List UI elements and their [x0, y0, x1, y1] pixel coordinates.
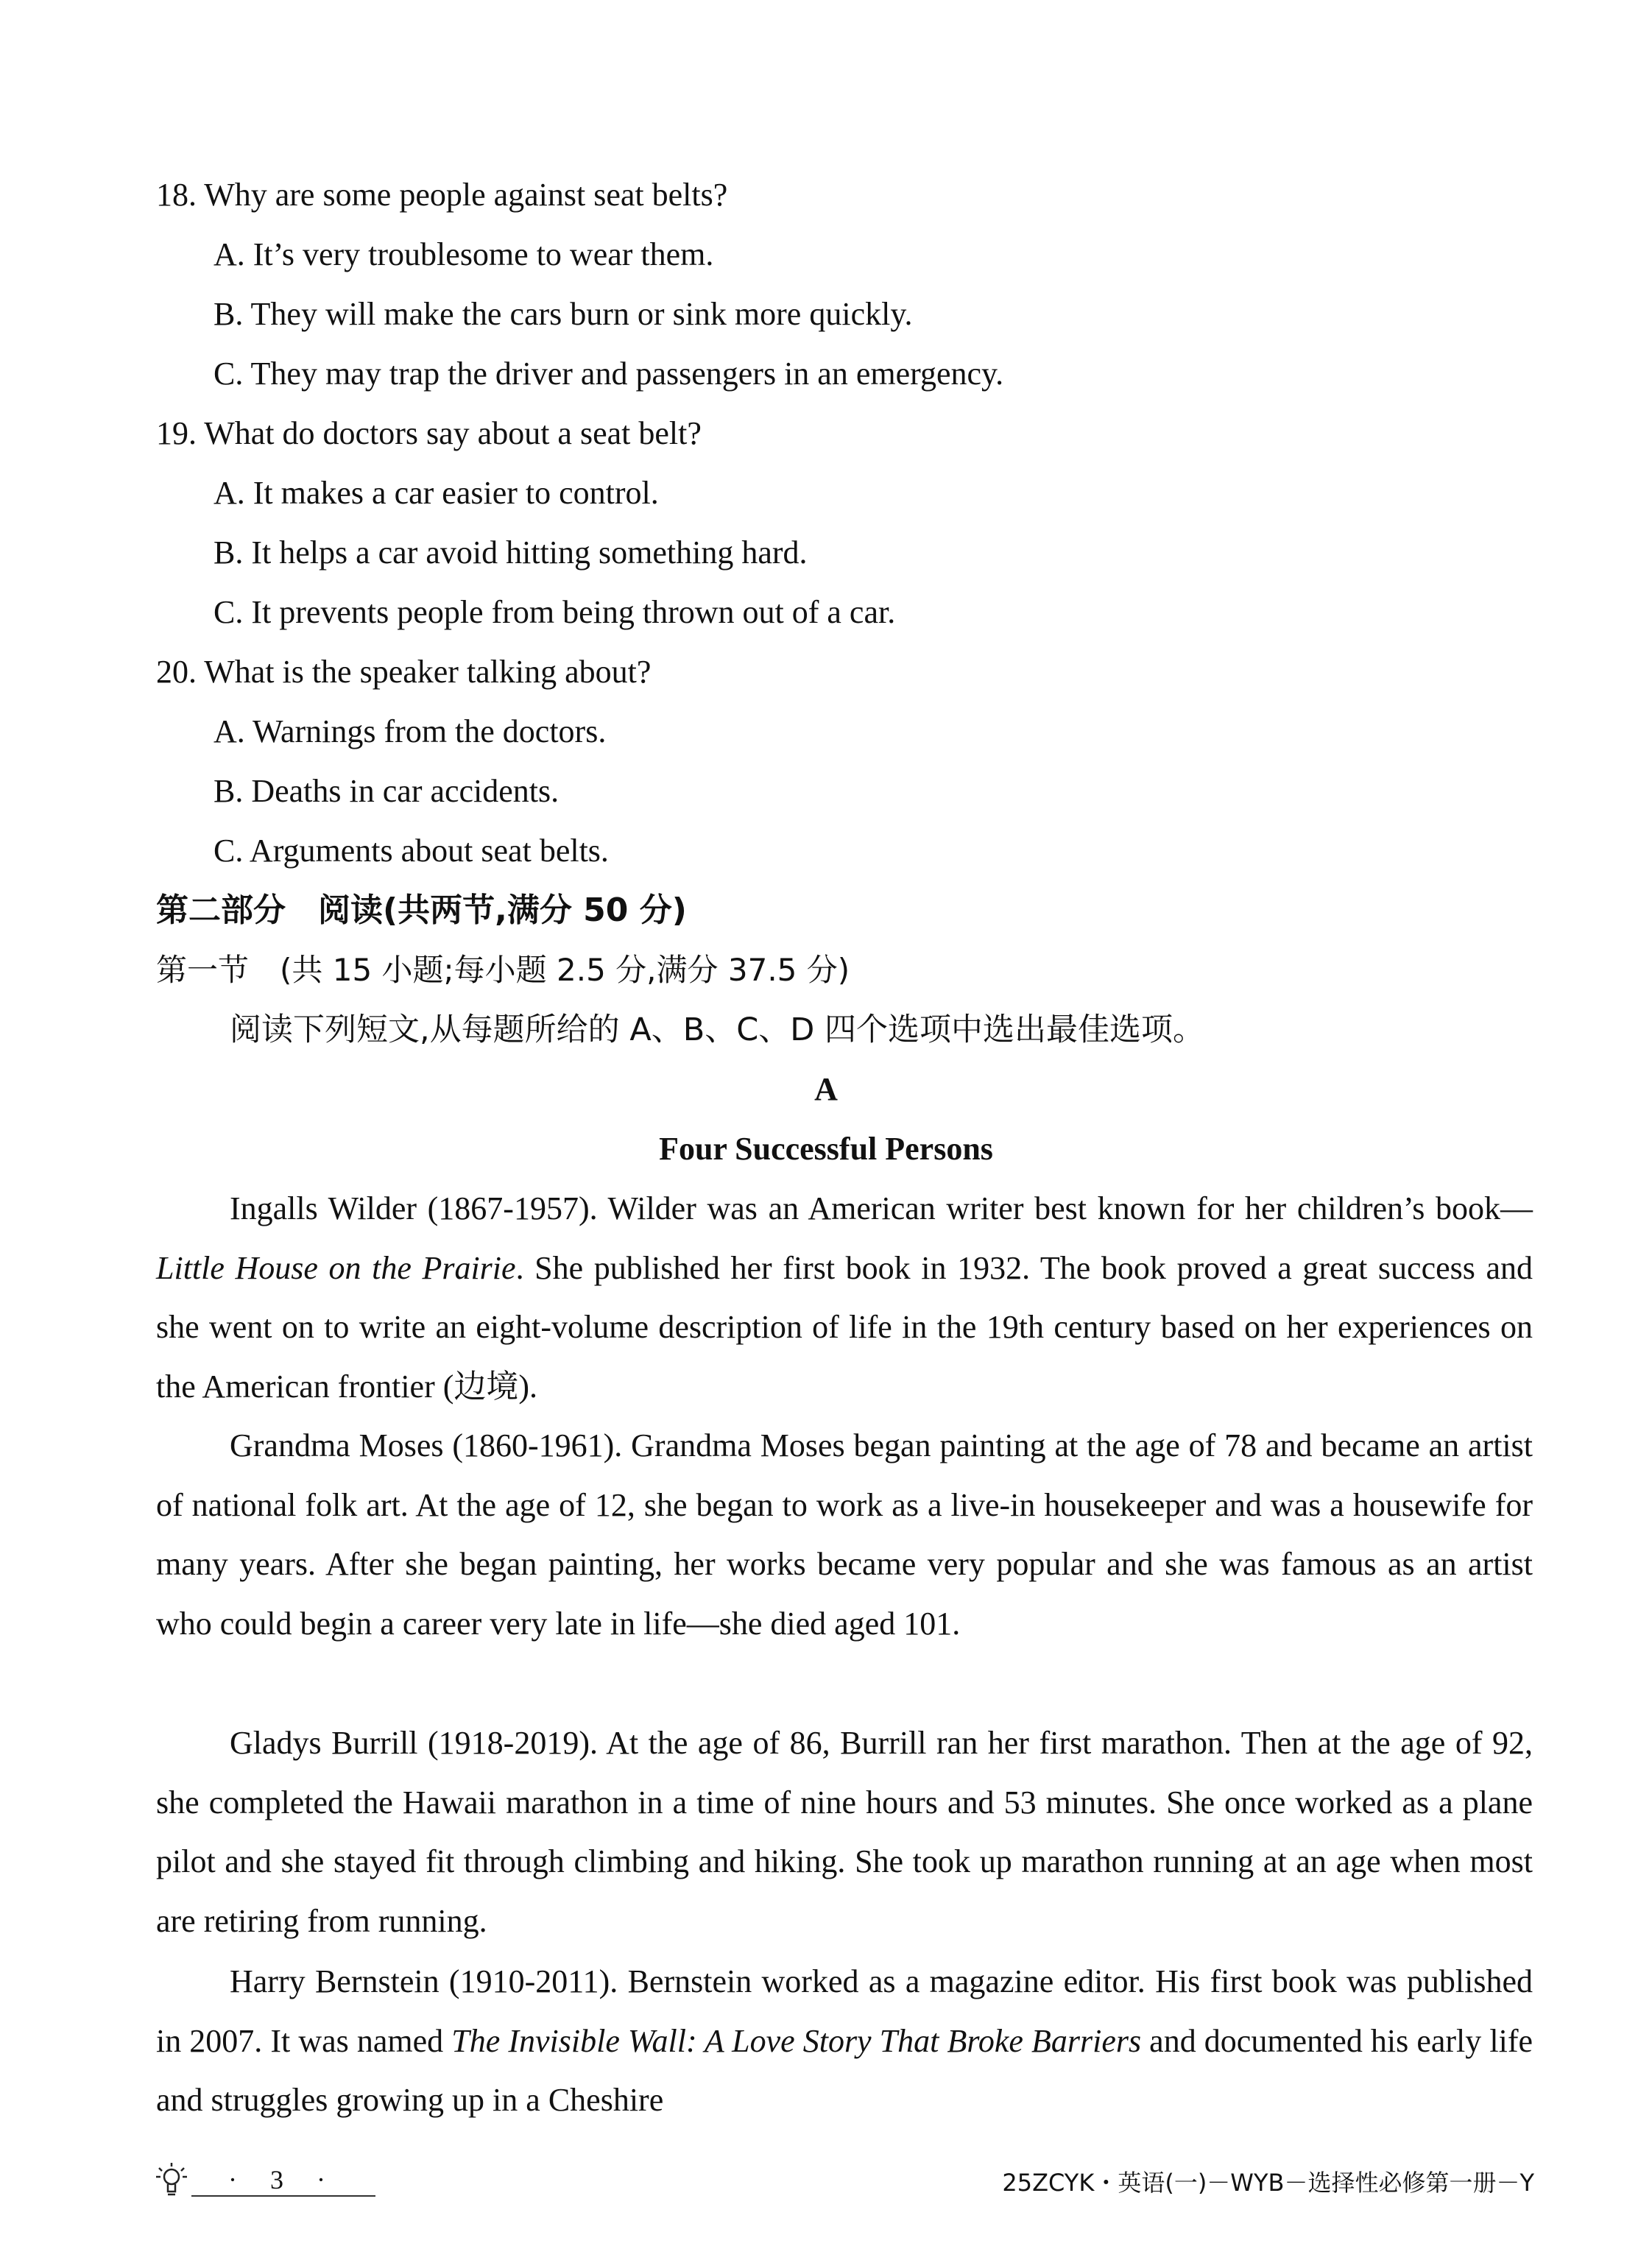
paragraph-bernstein-text-2: and documented his early life and struggles growing up in a Cheshire [156, 2022, 1533, 2118]
question-18-option-a: A. It’s very troublesome to wear them. [213, 236, 714, 272]
paragraph-bernstein [156, 1952, 1533, 2130]
page-number: · 3 · [191, 2164, 375, 2197]
passage-title: Four Successful Persons [659, 1131, 993, 1167]
sub-heading: 第一节 (共 15 小题;每小题 2.5 分,满分 37.5 分) [156, 952, 850, 988]
book-title-little-house: Little House on the Prairie [156, 1249, 516, 1286]
question-19-option-a: A. It makes a car easier to control. [213, 475, 659, 511]
question-18-stem: 18. Why are some people against seat belts? [156, 177, 728, 213]
question-20-option-b: B. Deaths in car accidents. [213, 773, 560, 809]
paragraph-wilder-text-2: . She published her first book in 1932. The book proved a great success and she went on to write an eight-volume description of life in the 19th century based on her experiences on the American frontier (边境). [156, 1249, 1533, 1405]
paragraph-moses: Grandma Moses (1860-1961). Grandma Moses began painting at the age of 78 and became an artist of national folk art. At the age of 12, she began to work as a live-in housekeeper and was a housewife for many years. After she began painting, her works became very popular and she was famous as an artist who could begin a career very late in life—she died aged 101. [156, 1427, 1533, 1642]
question-19-option-b: B. It helps a car avoid hitting something hard. [213, 534, 808, 571]
question-20-option-a: A. Warnings from the doctors. [213, 713, 607, 749]
passage-label: A [814, 1071, 838, 1107]
lightbulb-icon [155, 2161, 188, 2202]
paragraph-wilder [156, 1179, 1533, 1416]
instruction: 阅读下列短文,从每题所给的 A、B、C、D 四个选项中选出最佳选项。 [230, 1011, 1205, 1048]
paragraph-wilder-text-1: Ingalls Wilder (1867-1957). Wilder was an American writer best known for her children’s book— [230, 1190, 1533, 1226]
question-18-option-b: B. They will make the cars burn or sink more quickly. [213, 296, 913, 332]
question-19-stem: 19. What do doctors say about a seat belt? [156, 415, 702, 451]
question-19-option-c: C. It prevents people from being thrown out of a car. [213, 594, 896, 630]
question-18-option-c: C. They may trap the driver and passengers in an emergency. [213, 356, 1004, 392]
question-20-stem: 20. What is the speaker talking about? [156, 654, 652, 690]
book-title-invisible-wall: The Invisible Wall: A Love Story That Broke Barriers [451, 2022, 1142, 2059]
part-heading: 第二部分 阅读(共两节,满分 50 分) [156, 891, 687, 929]
question-20-option-c: C. Arguments about seat belts. [213, 833, 609, 869]
paragraph-burrill: Gladys Burrill (1918-2019). At the age of 86, Burrill ran her first marathon. Then at the age of 92, she completed the Hawaii marathon in a time of nine hours and 53 minutes. She once worked as a plane pilot and she stayed fit through climbing and hiking. She took up marathon running at an age when most are retiring from running. [156, 1725, 1533, 1939]
paragraph-bernstein-text-1: Harry Bernstein (1910-2011). Bernstein worked as a magazine editor. His first book was published in 2007. It was named [156, 1963, 1533, 2059]
footer-code: 25ZCYK・英语(一)－WYB－选择性必修第一册－Y [1002, 2169, 1534, 2197]
